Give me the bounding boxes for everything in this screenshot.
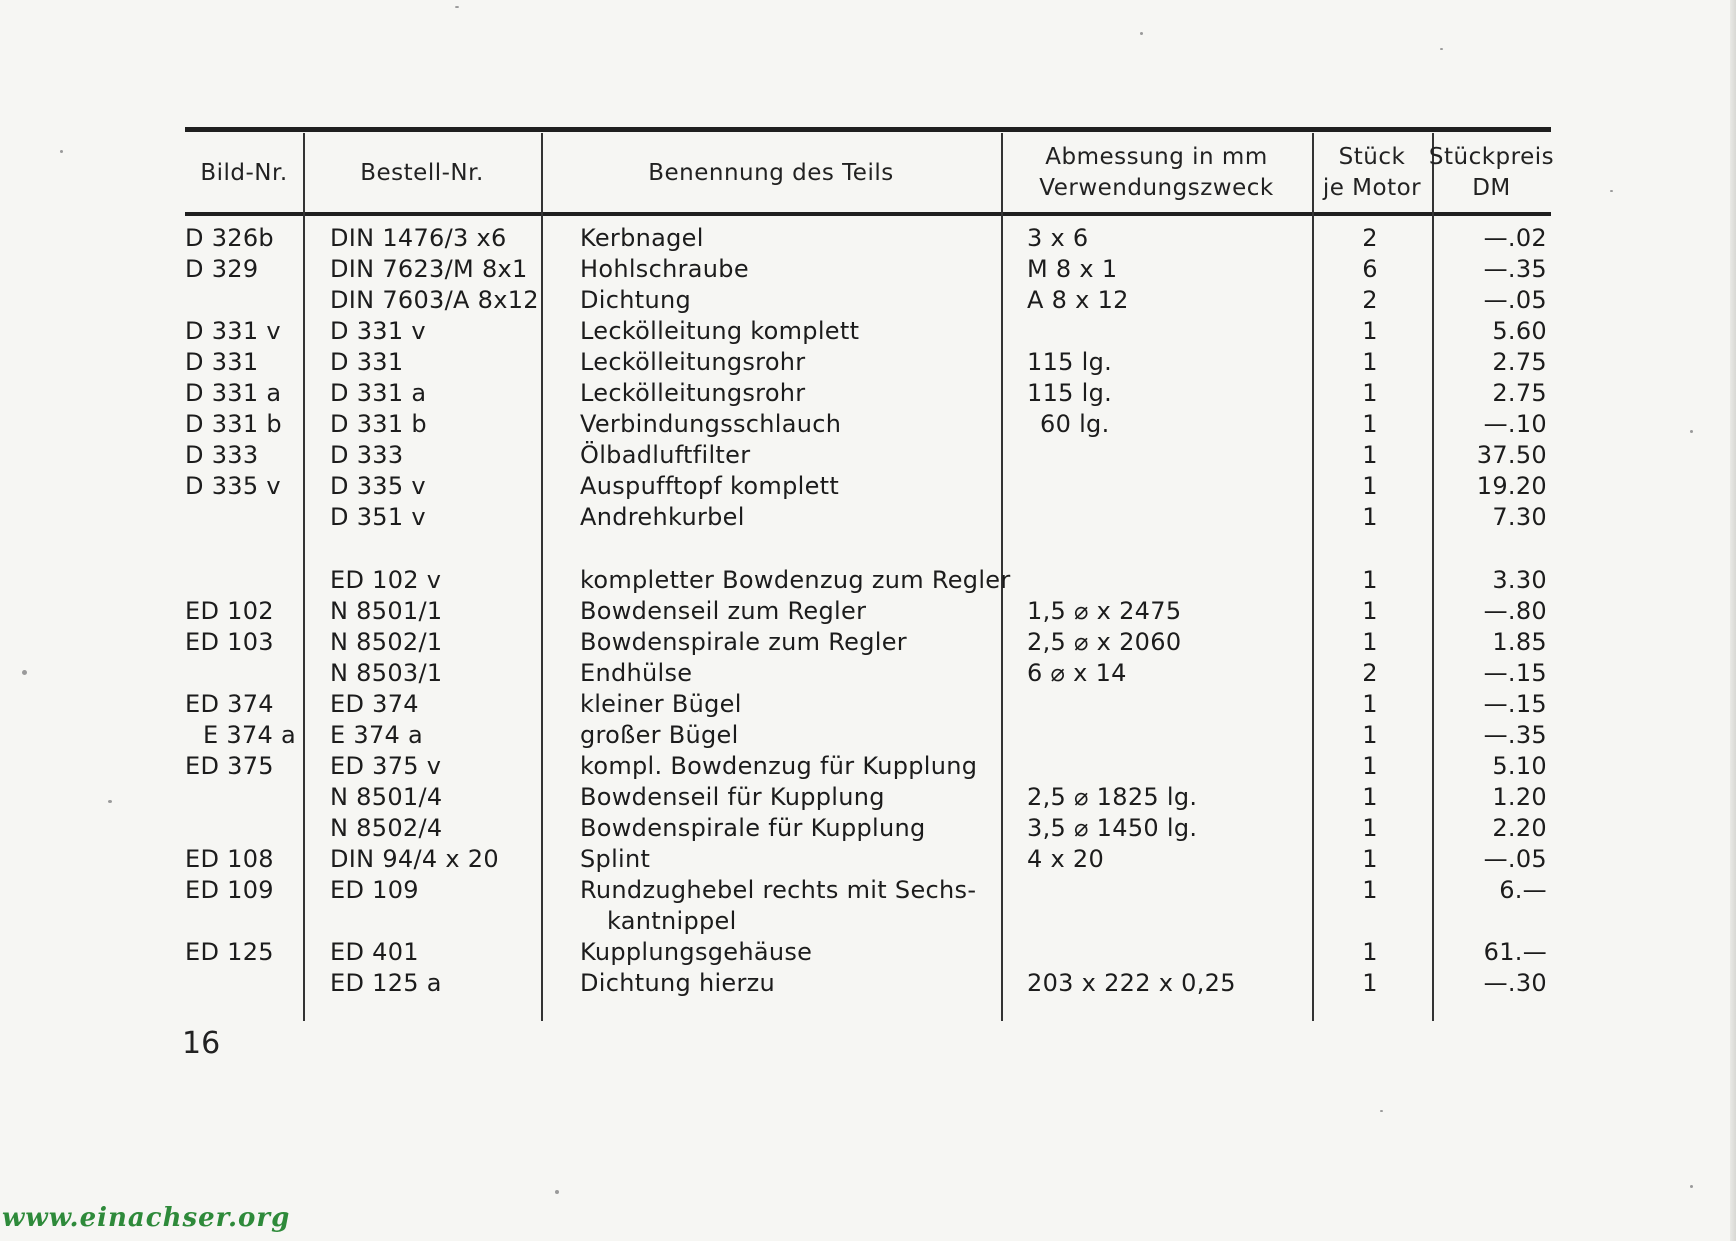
cell-abmessung: M 8 x 1 <box>1027 255 1118 283</box>
cell-stueck: 1 <box>1362 876 1378 904</box>
table-row <box>185 223 1551 254</box>
table-row <box>185 596 1551 627</box>
cell-preis: —.35 <box>1483 721 1547 749</box>
header-benennung: Benennung des Teils <box>648 159 894 186</box>
cell-benennung: kleiner Bügel <box>580 690 742 718</box>
cell-stueck: 1 <box>1362 348 1378 376</box>
scan-speck <box>60 150 63 153</box>
cell-bestell-nr: ED 401 <box>330 938 419 966</box>
cell-benennung: Bowdenspirale zum Regler <box>580 628 907 656</box>
cell-stueck: 1 <box>1362 597 1378 625</box>
cell-bestell-nr: D 351 v <box>330 503 426 531</box>
cell-stueck: 1 <box>1362 721 1378 749</box>
cell-stueck: 1 <box>1362 503 1378 531</box>
cell-bild-nr: D 331 b <box>185 410 282 438</box>
cell-bestell-nr: D 335 v <box>330 472 426 500</box>
cell-benennung: Leckölleitungsrohr <box>580 379 806 407</box>
cell-benennung: Bowdenseil für Kupplung <box>580 783 885 811</box>
cell-benennung: Ölbadluftfilter <box>580 441 751 469</box>
cell-benennung: Leckölleitungsrohr <box>580 348 806 376</box>
cell-bild-nr: D 333 <box>185 441 259 469</box>
table-row <box>185 844 1551 875</box>
table-row <box>185 813 1551 844</box>
table-header-rule <box>185 212 1551 216</box>
cell-abmessung: 3,5 ⌀ 1450 lg. <box>1027 814 1198 842</box>
cell-preis: —.02 <box>1483 224 1547 252</box>
scan-speck <box>1140 32 1143 35</box>
cell-benennung: Bowdenseil zum Regler <box>580 597 867 625</box>
scan-speck <box>455 6 459 8</box>
cell-preis: 19.20 <box>1476 472 1547 500</box>
scan-speck <box>1690 430 1693 433</box>
cell-bild-nr: ED 108 <box>185 845 274 873</box>
cell-bild-nr: ED 109 <box>185 876 274 904</box>
table-top-rule <box>185 127 1551 132</box>
cell-stueck: 1 <box>1362 410 1378 438</box>
cell-benennung: Leckölleitung komplett <box>580 317 860 345</box>
cell-bestell-nr: DIN 1476/3 x6 <box>330 224 507 252</box>
cell-bestell-nr: DIN 94/4 x 20 <box>330 845 499 873</box>
cell-preis: 2.75 <box>1492 379 1547 407</box>
watermark-link[interactable]: www.einachser.org <box>2 1203 291 1233</box>
cell-abmessung: 60 lg. <box>1040 410 1110 438</box>
cell-preis: —.05 <box>1483 286 1547 314</box>
cell-bestell-nr: D 331 a <box>330 379 427 407</box>
table-row <box>185 658 1551 689</box>
cell-abmessung: 2,5 ⌀ x 2060 <box>1027 628 1182 656</box>
table-row <box>185 316 1551 347</box>
cell-preis: —.30 <box>1483 969 1547 997</box>
table-row <box>185 471 1551 502</box>
cell-benennung: Splint <box>580 845 651 873</box>
cell-bestell-nr: E 374 a <box>330 721 424 749</box>
header-bestell-nr: Bestell-Nr. <box>360 159 484 186</box>
cell-bild-nr: D 331 a <box>185 379 282 407</box>
table-row <box>185 782 1551 813</box>
page-number: 16 <box>182 1026 221 1061</box>
cell-preis: —.10 <box>1483 410 1547 438</box>
cell-stueck: 1 <box>1362 441 1378 469</box>
cell-benennung: Hohlschraube <box>580 255 749 283</box>
cell-bestell-nr: ED 109 <box>330 876 419 904</box>
cell-bestell-nr: ED 374 <box>330 690 419 718</box>
table-row <box>185 409 1551 440</box>
table-row <box>185 378 1551 409</box>
table-row <box>185 689 1551 720</box>
cell-bestell-nr: D 333 <box>330 441 404 469</box>
header-bild-nr: Bild-Nr. <box>200 159 288 186</box>
table-row <box>185 968 1551 999</box>
cell-abmessung: 6 ⌀ x 14 <box>1027 659 1127 687</box>
cell-bestell-nr: ED 375 v <box>330 752 442 780</box>
cell-abmessung: A 8 x 12 <box>1027 286 1129 314</box>
cell-bestell-nr: D 331 <box>330 348 404 376</box>
cell-benennung: Andrehkurbel <box>580 503 745 531</box>
cell-stueck: 6 <box>1362 255 1378 283</box>
cell-preis: 5.10 <box>1492 752 1547 780</box>
cell-benennung: Dichtung <box>580 286 692 314</box>
scan-speck <box>108 800 112 803</box>
cell-benennung-continuation: kantnippel <box>607 907 737 935</box>
cell-stueck: 1 <box>1362 938 1378 966</box>
cell-stueck: 1 <box>1362 317 1378 345</box>
cell-stueck: 2 <box>1362 224 1378 252</box>
table-row <box>185 254 1551 285</box>
table-row <box>185 720 1551 751</box>
table-row <box>185 937 1551 968</box>
cell-stueck: 1 <box>1362 969 1378 997</box>
cell-abmessung: 3 x 6 <box>1027 224 1089 252</box>
cell-preis: 3.30 <box>1492 566 1547 594</box>
cell-stueck: 1 <box>1362 566 1378 594</box>
cell-bestell-nr: N 8501/4 <box>330 783 443 811</box>
cell-bestell-nr: ED 125 a <box>330 969 442 997</box>
table-row <box>185 751 1551 782</box>
cell-bild-nr: ED 103 <box>185 628 274 656</box>
cell-bestell-nr: D 331 v <box>330 317 426 345</box>
cell-stueck: 2 <box>1362 286 1378 314</box>
cell-bild-nr: ED 374 <box>185 690 274 718</box>
cell-bild-nr: D 331 v <box>185 317 281 345</box>
cell-bild-nr: ED 375 <box>185 752 274 780</box>
cell-benennung: großer Bügel <box>580 721 739 749</box>
cell-benennung: Endhülse <box>580 659 693 687</box>
cell-bild-nr: D 329 <box>185 255 259 283</box>
cell-preis: 1.20 <box>1492 783 1547 811</box>
table-row <box>185 285 1551 316</box>
cell-stueck: 1 <box>1362 472 1378 500</box>
header-abmessung: Abmessung in mm Verwendungszweck <box>1039 144 1274 201</box>
cell-stueck: 1 <box>1362 845 1378 873</box>
table-row <box>185 875 1551 906</box>
cell-preis: —.15 <box>1483 659 1547 687</box>
header-stueckpreis: Stückpreis DM <box>1428 144 1555 201</box>
scan-speck <box>1690 1185 1693 1188</box>
cell-stueck: 1 <box>1362 628 1378 656</box>
scan-edge <box>1730 0 1736 1241</box>
cell-abmessung: 115 lg. <box>1027 379 1113 407</box>
cell-benennung: kompletter Bowdenzug zum Regler <box>580 566 1011 594</box>
cell-benennung: Verbindungsschlauch <box>580 410 842 438</box>
table-row <box>185 347 1551 378</box>
cell-stueck: 1 <box>1362 814 1378 842</box>
cell-bestell-nr: N 8502/4 <box>330 814 443 842</box>
cell-bestell-nr: N 8501/1 <box>330 597 443 625</box>
cell-preis: —.35 <box>1483 255 1547 283</box>
cell-bild-nr: D 335 v <box>185 472 281 500</box>
cell-benennung: Bowdenspirale für Kupplung <box>580 814 926 842</box>
cell-preis: 37.50 <box>1476 441 1547 469</box>
cell-bild-nr: ED 125 <box>185 938 274 966</box>
table-row <box>185 502 1551 533</box>
cell-bild-nr: D 326b <box>185 224 274 252</box>
cell-bestell-nr: N 8503/1 <box>330 659 443 687</box>
cell-preis: 2.20 <box>1492 814 1547 842</box>
cell-preis: 2.75 <box>1492 348 1547 376</box>
cell-preis: —.80 <box>1483 597 1547 625</box>
cell-abmessung: 115 lg. <box>1027 348 1113 376</box>
table-row <box>185 627 1551 658</box>
cell-bild-nr: D 331 <box>185 348 259 376</box>
cell-stueck: 2 <box>1362 659 1378 687</box>
cell-preis: 61.— <box>1483 938 1547 966</box>
cell-bestell-nr: N 8502/1 <box>330 628 443 656</box>
scan-speck <box>1380 1110 1383 1112</box>
cell-bestell-nr: D 331 b <box>330 410 427 438</box>
cell-bestell-nr: ED 102 v <box>330 566 442 594</box>
cell-bestell-nr: DIN 7623/M 8x1 <box>330 255 528 283</box>
cell-benennung: Auspufftopf komplett <box>580 472 840 500</box>
cell-benennung: Dichtung hierzu <box>580 969 776 997</box>
scan-speck <box>1440 48 1443 50</box>
scan-speck <box>22 670 27 675</box>
cell-benennung: kompl. Bowdenzug für Kupplung <box>580 752 978 780</box>
cell-abmessung: 1,5 ⌀ x 2475 <box>1027 597 1182 625</box>
header-stueck: Stück je Motor <box>1322 144 1422 201</box>
cell-preis: 6.— <box>1499 876 1547 904</box>
cell-preis: —.15 <box>1483 690 1547 718</box>
cell-preis: 1.85 <box>1492 628 1547 656</box>
cell-abmessung: 203 x 222 x 0,25 <box>1027 969 1236 997</box>
cell-benennung: Kerbnagel <box>580 224 704 252</box>
cell-bestell-nr: DIN 7603/A 8x12 <box>330 286 539 314</box>
cell-stueck: 1 <box>1362 379 1378 407</box>
cell-benennung: Kupplungsgehäuse <box>580 938 813 966</box>
cell-bild-nr: ED 102 <box>185 597 274 625</box>
table-row <box>185 906 1551 937</box>
cell-benennung: Rundzughebel rechts mit Sechs- <box>580 876 977 904</box>
cell-abmessung: 4 x 20 <box>1027 845 1105 873</box>
table-row <box>185 440 1551 471</box>
cell-stueck: 1 <box>1362 783 1378 811</box>
scan-speck <box>555 1190 559 1194</box>
cell-stueck: 1 <box>1362 752 1378 780</box>
cell-preis: 7.30 <box>1492 503 1547 531</box>
cell-preis: —.05 <box>1483 845 1547 873</box>
cell-abmessung: 2,5 ⌀ 1825 lg. <box>1027 783 1198 811</box>
table-row <box>185 565 1551 596</box>
scan-speck <box>1610 190 1613 192</box>
cell-bild-nr: E 374 a <box>203 721 297 749</box>
cell-preis: 5.60 <box>1492 317 1547 345</box>
cell-stueck: 1 <box>1362 690 1378 718</box>
